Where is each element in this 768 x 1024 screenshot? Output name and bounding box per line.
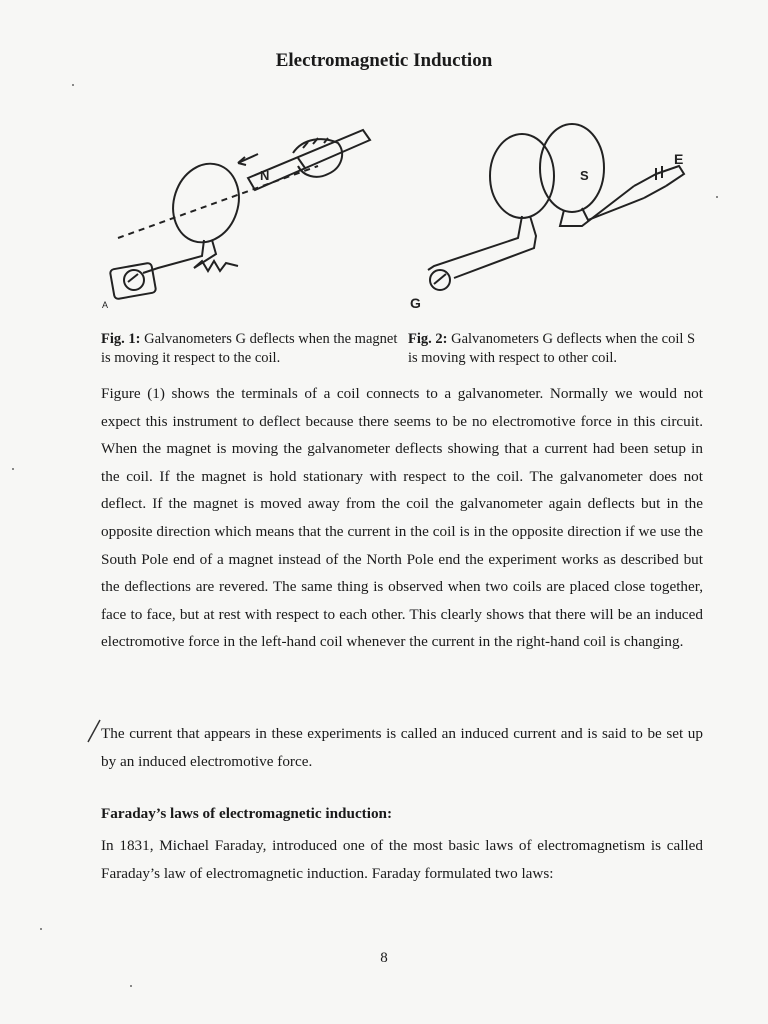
figure-1-number: Fig. 1: [101, 331, 141, 347]
body-paragraph-3: In 1831, Michael Faraday, introduced one of the most basic laws of electromagnetism is called Faraday’s law of electromagnetic induction. Faraday formulated two laws: [101, 837, 703, 882]
figure-1-caption [101, 330, 401, 368]
page-title: Electromagnetic Induction [275, 50, 493, 71]
figure-2-drawing [404, 108, 704, 318]
figure-2-caption [408, 330, 708, 368]
figure-2-number: Fig. 2: [408, 331, 448, 347]
figure-2-caption-text: Galvanometers G deflects when the coil S is moving with respect to other coil. [408, 331, 696, 366]
body-paragraph-1: Figure (1) shows the terminals of a coil connects to a galvanometer. Normally we would not expect this instrument to deflect because there seems to be no electromotive force in this circuit. When the magnet is moving the galvanometer deflects showing that a current had been setup in the coil. If the magnet is hold stationary with respect to the coil. The galvanometer does not deflect. If the magnet is moved away from the coil the galvanometer again deflects but in the opposite direction which means that the current in the coil is in the opposite direction if we use the South Pole end of a magnet instead of the North Pole end the experiment works as described but the deflections are revered. The same thing is observed when two coils are placed close together, face to face, but at rest with respect to each other. This clearly shows that there will be an induced electromotive force in the left-hand coil whenever the current in the right-hand coil is changing. [101, 385, 703, 651]
emf-label: E [674, 151, 684, 167]
body-paragraph-2: The current that appears in these experiments is called an induced current and is said to be set up by an induced electromotive force. [101, 725, 703, 770]
handwritten-slash-mark-icon [86, 718, 102, 744]
figure-2-image [404, 108, 704, 318]
galvanometer-label: G [410, 295, 421, 311]
page-number: 8 [380, 950, 388, 966]
figure-1-caption-text: Galvanometers G deflects when the magnet is moving it respect to the coil. [101, 331, 398, 366]
figure-1-drawing [98, 108, 388, 318]
figure-1-image [98, 108, 388, 318]
magnet-pole-label: N [260, 168, 270, 183]
section-heading: Faraday’s laws of electromagnetic induction: [101, 805, 393, 822]
terminal-label: A [102, 300, 109, 310]
coil-s-label: S [580, 168, 589, 183]
